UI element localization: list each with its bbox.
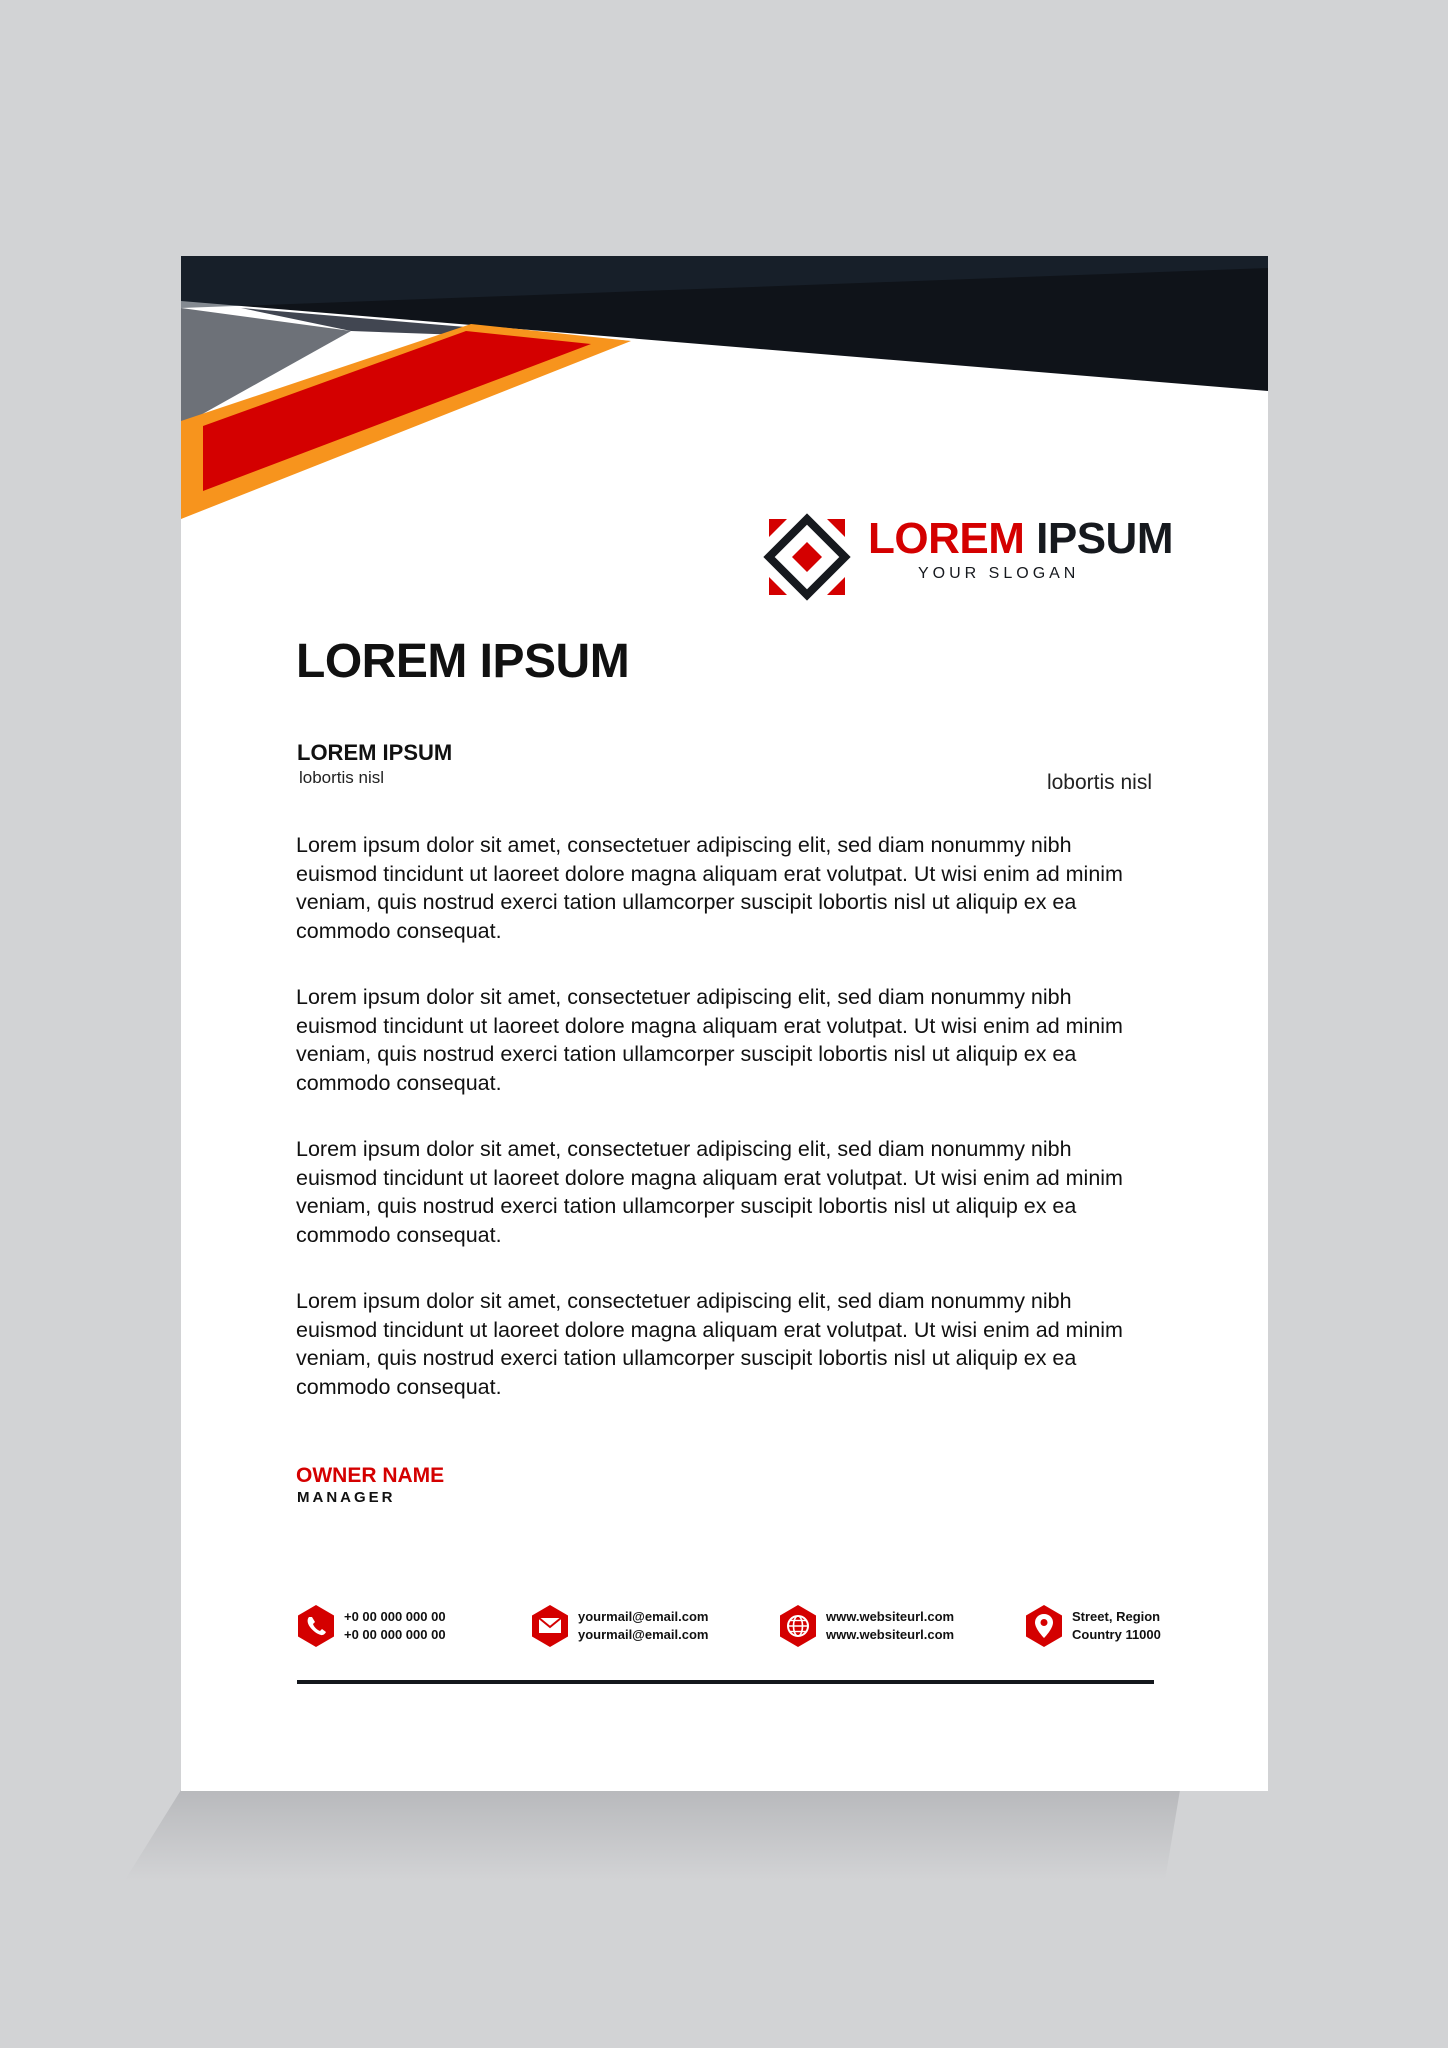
date-text: lobortis nisl bbox=[1046, 771, 1152, 794]
contact-website-line2: www.websiteurl.com bbox=[826, 1627, 955, 1642]
location-pin-icon bbox=[1024, 1604, 1064, 1648]
logo-name-part1: LOREM bbox=[868, 514, 1025, 563]
owner-role: MANAGER bbox=[297, 1489, 396, 1506]
letter-body bbox=[296, 831, 1156, 1439]
body-paragraph: Lorem ipsum dolor sit amet, consectetuer adipiscing elit, sed diam nonummy nibh euismod tincidunt ut laoreet dolore magna aliquam erat volutpat. Ut wisi enim ad minim veniam, quis nostrud exerci tation ullamcorper suscipit lobortis nisl ut aliquip ex ea commodo consequat. bbox=[296, 1289, 1123, 1399]
body-paragraph: Lorem ipsum dolor sit amet, consectetuer adipiscing elit, sed diam nonummy nibh euismod tincidunt ut laoreet dolore magna aliquam erat volutpat. Ut wisi enim ad minim veniam, quis nostrud exerci tation ullamcorper suscipit lobortis nisl ut aliquip ex ea commodo consequat. bbox=[296, 985, 1123, 1095]
logo-name-part2: IPSUM bbox=[1036, 514, 1173, 563]
contact-address-line2: Country 11000 bbox=[1072, 1627, 1161, 1642]
contact-email-line2: yourmail@email.com bbox=[578, 1627, 709, 1642]
logo-name bbox=[868, 514, 1173, 563]
contact-phone-line2: +0 00 000 000 00 bbox=[344, 1627, 446, 1642]
brand-logo bbox=[763, 513, 1173, 603]
recipient-detail: lobortis nisl bbox=[299, 768, 385, 787]
body-paragraph: Lorem ipsum dolor sit amet, consectetuer adipiscing elit, sed diam nonummy nibh euismod tincidunt ut laoreet dolore magna aliquam erat volutpat. Ut wisi enim ad minim veniam, quis nostrud exerci tation ullamcorper suscipit lobortis nisl ut aliquip ex ea commodo consequat. bbox=[296, 833, 1123, 943]
owner-name: OWNER NAME bbox=[296, 1464, 445, 1487]
logo-slogan: YOUR SLOGAN bbox=[918, 565, 1080, 582]
globe-icon bbox=[778, 1604, 818, 1648]
contact-phone-line1: +0 00 000 000 00 bbox=[344, 1609, 446, 1624]
phone-icon bbox=[296, 1604, 336, 1648]
contact-address-line1: Street, Region bbox=[1072, 1609, 1161, 1624]
footer-divider bbox=[297, 1680, 1154, 1684]
contact-website-line1: www.websiteurl.com bbox=[826, 1609, 955, 1624]
contact-email-line1: yourmail@email.com bbox=[578, 1609, 709, 1624]
letterhead-page bbox=[181, 256, 1268, 1791]
logo-mark-icon bbox=[763, 513, 851, 601]
contact-row bbox=[296, 1602, 1161, 1652]
document-title: LOREM IPSUM bbox=[296, 635, 630, 688]
email-icon bbox=[530, 1604, 570, 1648]
body-paragraph: Lorem ipsum dolor sit amet, consectetuer adipiscing elit, sed diam nonummy nibh euismod tincidunt ut laoreet dolore magna aliquam erat volutpat. Ut wisi enim ad minim veniam, quis nostrud exerci tation ullamcorper suscipit lobortis nisl ut aliquip ex ea commodo consequat. bbox=[296, 1137, 1123, 1247]
header-graphic bbox=[181, 256, 1268, 526]
recipient-name: LOREM IPSUM bbox=[297, 740, 453, 765]
